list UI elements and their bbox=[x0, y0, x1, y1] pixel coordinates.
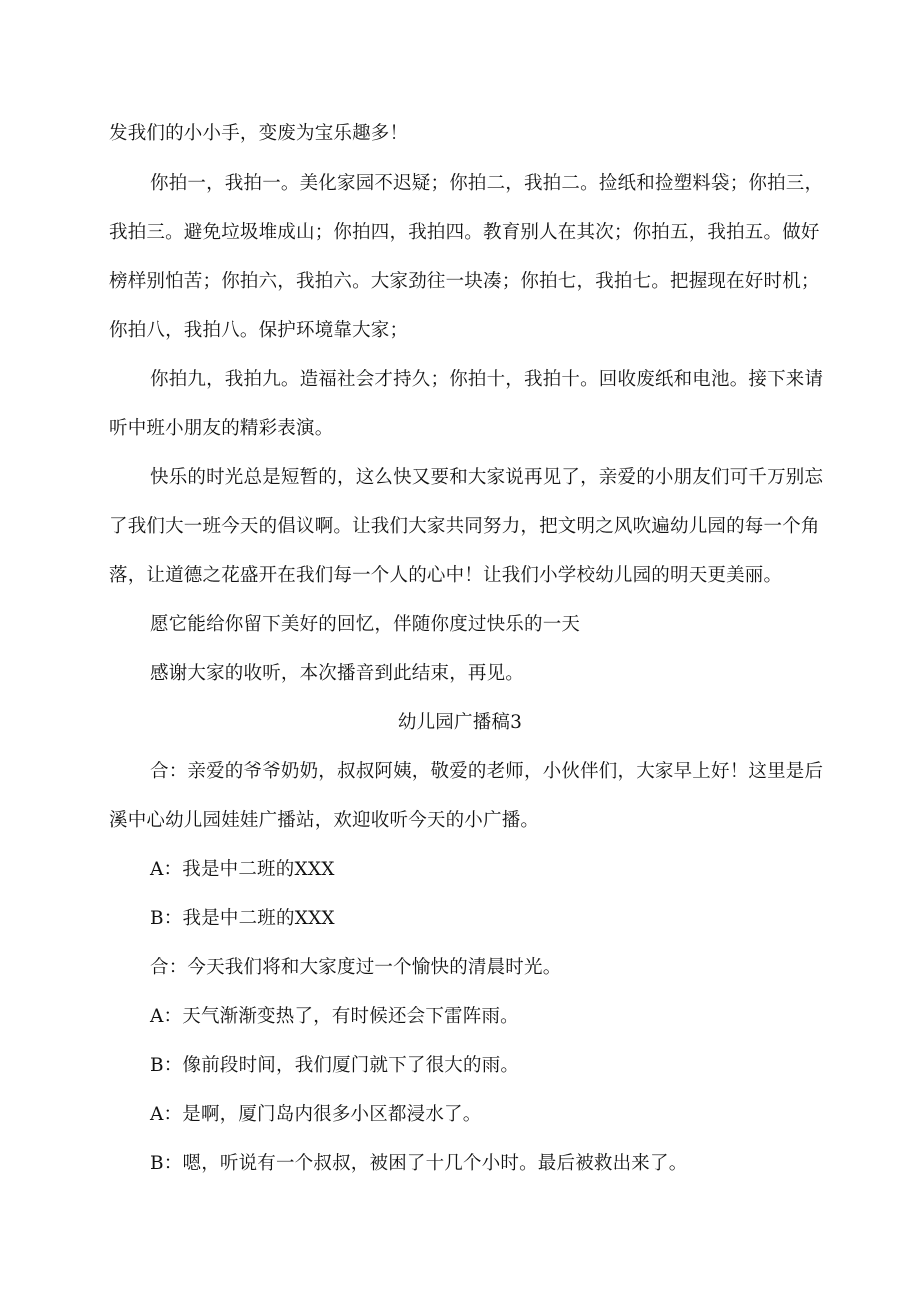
text-line: A：是啊，厦门岛内很多小区都浸水了。 bbox=[150, 1104, 482, 1125]
text-line: 快乐的时光总是短暂的，这么快又要和大家说再见了，亲爱的小朋友们可千万别忘 bbox=[150, 467, 824, 488]
text-line: 你拍一，我拍一。美化家园不迟疑；你拍二，我拍二。捡纸和捡塑料袋；你拍三， bbox=[150, 173, 824, 194]
text-line: 发我们的小小手，变废为宝乐趣多！ bbox=[109, 123, 409, 144]
text-line: 听中班小朋友的精彩表演。 bbox=[109, 418, 334, 439]
text-line: A：天气渐渐变热了，有时候还会下雷阵雨。 bbox=[150, 1006, 519, 1027]
text-line: 感谢大家的收听，本次播音到此结束，再见。 bbox=[150, 663, 525, 684]
text-line: 你拍九，我拍九。造福社会才持久；你拍十，我拍十。回收废纸和电池。接下来请 bbox=[150, 369, 824, 390]
text-line: B：嗯，听说有一个叔叔，被困了十几个小时。最后被救出来了。 bbox=[150, 1153, 688, 1174]
text-line: 愿它能给你留下美好的回忆，伴随你度过快乐的一天 bbox=[150, 614, 581, 635]
text-line: B：我是中二班的XXX bbox=[150, 908, 335, 929]
text-line: 落，让道德之花盛开在我们每一个人的心中！让我们小学校幼儿园的明天更美丽。 bbox=[109, 565, 783, 586]
text-line: 合：今天我们将和大家度过一个愉快的清晨时光。 bbox=[150, 957, 562, 978]
text-line: 榜样别怕苦；你拍六，我拍六。大家劲往一块凑；你拍七，我拍七。把握现在好时机； bbox=[109, 271, 820, 292]
text-line: A：我是中二班的XXX bbox=[150, 859, 335, 880]
text-line: 了我们大一班今天的倡议啊。让我们大家共同努力，把文明之风吹遍幼儿园的每一个角 bbox=[109, 516, 820, 537]
text-line: B：像前段时间，我们厦门就下了很大的雨。 bbox=[150, 1055, 520, 1076]
section-title: 幼儿园广播稿3 bbox=[397, 712, 523, 733]
text-line: 我拍三。避免垃圾堆成山；你拍四，我拍四。教育别人在其次；你拍五，我拍五。做好 bbox=[109, 222, 820, 243]
text-line: 溪中心幼儿园娃娃广播站，欢迎收听今天的小广播。 bbox=[109, 810, 540, 831]
text-line: 合：亲爱的爷爷奶奶，叔叔阿姨，敬爱的老师，小伙伴们，大家早上好！这里是后 bbox=[150, 761, 824, 782]
text-line: 你拍八，我拍八。保护环境靠大家； bbox=[109, 320, 409, 341]
